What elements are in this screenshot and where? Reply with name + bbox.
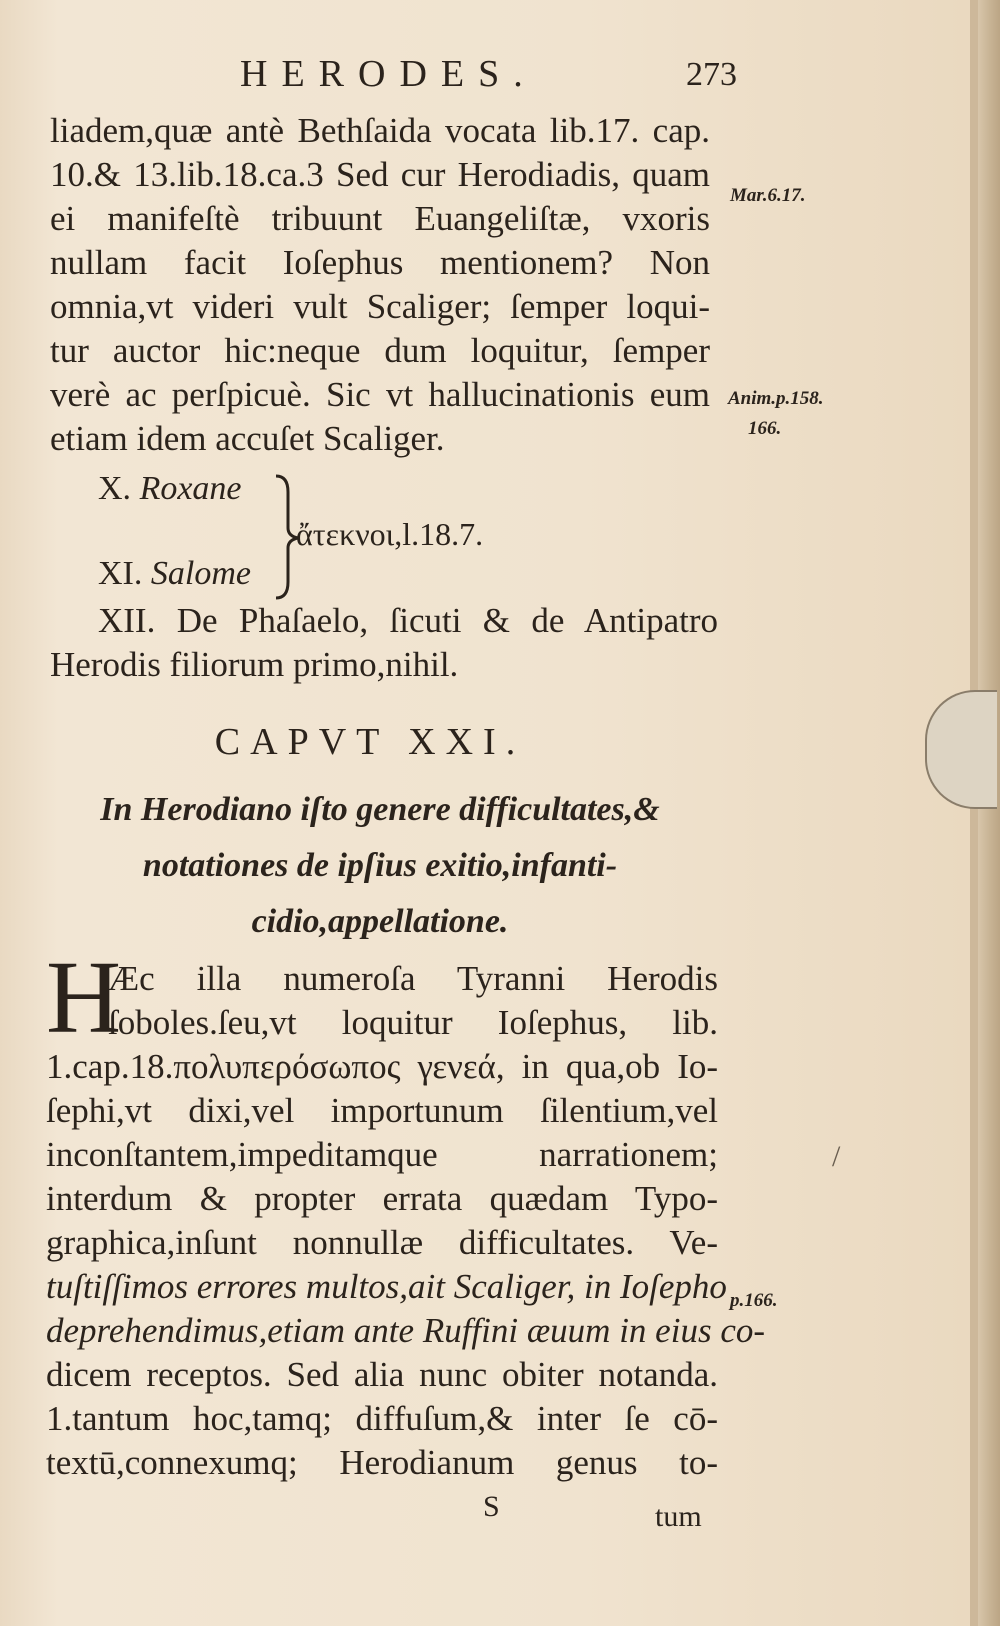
catchword: tum — [655, 1500, 702, 1533]
signature-mark: S — [483, 1490, 500, 1523]
list-item-salome — [98, 555, 251, 593]
text-line: 1.cap.18.πολυπερόσωπος γενεά, in qua,ob Io- — [46, 1047, 718, 1086]
text-line: tuſtiſſimos errores multos,ait Scaliger, in Ioſepho — [46, 1267, 727, 1306]
text-line: Æc illa numeroſa Tyranni Herodis — [108, 959, 718, 998]
text-line: etiam idem accuſet Scaliger. — [50, 419, 445, 458]
text-line: ſoboles.ſeu,vt loquitur Ioſephus, lib. — [108, 1003, 718, 1042]
text-line: inconſtantem,impeditamque narrationem; — [46, 1135, 718, 1174]
text-line: liadem,quæ antè Bethſaida vocata lib.17. cap. — [50, 111, 710, 150]
text-line: omnia,vt videri vult Scaliger; ſemper loqui- — [50, 287, 710, 326]
text-line: ei manifeſtè tribuunt Euangeliſtæ, vxoris — [50, 199, 710, 238]
text-line: dicem receptos. Sed alia nunc obiter notanda. — [46, 1355, 718, 1394]
text-line: verè ac perſpicuè. Sic vt hallucinationis eum — [50, 375, 710, 414]
drop-capital: H — [46, 940, 122, 1055]
running-title: HERODES. — [240, 53, 537, 95]
margin-note: Anim.p.158. — [728, 388, 824, 409]
text-line: deprehendimus,etiam ante Ruffini æuum in eius co- — [46, 1311, 766, 1350]
chapter-title: CAPVT XXI. — [214, 721, 526, 763]
page-header — [0, 52, 980, 102]
text-line: nullam facit Ioſephus mentionem? Non — [50, 243, 710, 282]
text-line: graphica,inſunt nonnullæ difficultates. Ve- — [46, 1223, 718, 1262]
text-line: textū,connexumq; Herodianum genus to- — [46, 1443, 718, 1482]
list-item-phasaelus: XII. De Phaſaelo, ſicuti & de Antipatro — [98, 601, 718, 640]
chapter-summary-line: In Herodiano iſto genere difficultates,& — [100, 791, 660, 828]
margin-note: p.166. — [730, 1290, 778, 1311]
list-item-roxane — [98, 470, 242, 508]
text-line: tur auctor hic:neque dum loquitur, ſemper — [50, 331, 710, 370]
list-item-continuation: Herodis filiorum primo,nihil. — [50, 645, 459, 684]
text-line: ſephi,vt dixi,vel importunum ſilentium,vel — [46, 1091, 718, 1130]
chapter-summary-line: notationes de ipſius exitio,infanti- — [142, 847, 618, 884]
page-edge — [978, 0, 1000, 1626]
list-name: Roxane — [139, 470, 242, 507]
list-number: X. — [98, 470, 132, 507]
list-name: Salome — [150, 555, 251, 592]
page-clip-tab — [925, 690, 997, 809]
text-line: 10.& 13.lib.18.ca.3 Sed cur Herodiadis, quam — [50, 155, 710, 194]
stray-ink-mark: / — [832, 1140, 841, 1173]
list-number: XI. — [98, 555, 143, 592]
page-number: 273 — [686, 56, 737, 93]
brace-note: ἄτεκνοι,l.18.7. — [296, 516, 484, 552]
chapter-summary-line: cidio,appellatione. — [251, 903, 509, 940]
text-line: interdum & propter errata quædam Typo- — [46, 1179, 718, 1218]
margin-note: 166. — [748, 418, 782, 439]
margin-note: Mar.6.17. — [730, 185, 806, 206]
text-line: 1.tantum hoc,tamq; diffuſum,& inter ſe cō- — [46, 1399, 718, 1438]
